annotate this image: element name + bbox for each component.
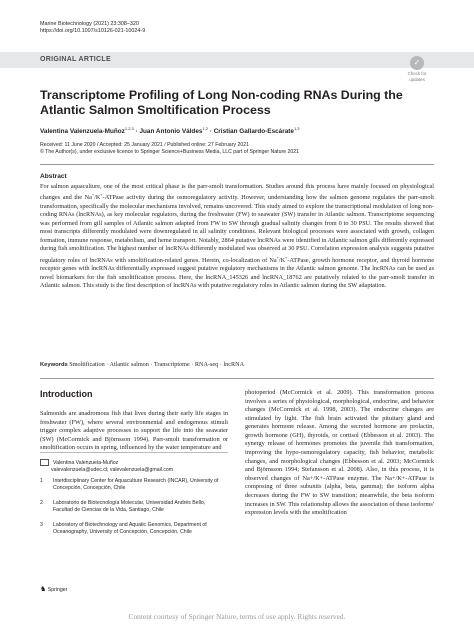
courtesy-footer: Content courtesy of Springer Nature, terms of use apply. Rights reserved. xyxy=(128,612,346,621)
article-type-label: ORIGINAL ARTICLE xyxy=(40,56,111,63)
correspondence-name: Valentina Valenzuela-Muñoz xyxy=(53,459,119,466)
check-updates-line2: updates xyxy=(409,77,425,82)
correspondence xyxy=(40,459,173,474)
author-list: Valentina Valenzuela-Muñoz$^{1,2,3}$ · Juan Antonio Váldes$^{1,2}$ · Cristian Gallardo-Escárate$^{1,3}$ xyxy=(40,126,300,136)
affiliation-item: 2 Laboratorio de Biotecnología Molecular, Universidad Andrés Bello, Facultad de Ciencias de la Vida, Santiago, Chile xyxy=(40,500,206,513)
divider xyxy=(40,164,434,165)
springer-logo-icon: ♞ xyxy=(40,586,47,593)
keywords-label: Keywords xyxy=(40,362,68,368)
abstract-heading: Abstract xyxy=(40,173,67,180)
intro-right-paragraph: photoperiod (McCormick et al. 2009). This transformation process involves a series of physiological, morphological, endocrine, and behavior changes (McCormick et al. 1998, 2003). The endocrine changes are stimulated by light. The fish brain activated the pituitary gland and generates hormone release. Among the secreted hormone are prolactin, growth hormone (GH), thyroids, or cortisol (Ebbesson et al. 2003). The synergy release of hormones promotes the juvenile fish transformation, improving the hypo-osmoregulatory capacity, fish behavior, metabolic changes, and morphological changes (Ebbesson et al. 2003; McCormick and Björnsson 1994; Stefansson et al. 2008). Also, in this process, it is observed changes of Na+/K+-ATPase enzyme. The Na+/K+-ATPase is composing of three subunits (alpha, beta, gamma); the isoform alpha decreases during the FW to SW transition; meanwhile, the beta isoform increases in SW. This relationship allows the association of these isoforms' expression levels with the smoltification xyxy=(245,389,434,517)
check-updates-icon: ✓ xyxy=(410,56,424,70)
publisher-name: Springer xyxy=(47,587,68,593)
copyright-line: © The Author(s), under exclusive licence to Springer Science+Business Media, LLC part of Springer Nature 2021 xyxy=(40,149,300,155)
author-name[interactable]: Valentina Valenzuela-Muñoz xyxy=(40,128,125,136)
author-name[interactable]: Cristian Gallardo-Escárate xyxy=(213,128,294,136)
check-updates-line1: Check for xyxy=(407,71,427,76)
doi-link[interactable]: https://doi.org/10.1007/s10126-021-10024-9 xyxy=(40,28,146,34)
keywords-text: Smoltification · Atlantic salmon · Transcriptome · RNA-seq · lncRNA xyxy=(69,361,245,368)
journal-header xyxy=(40,21,145,35)
author-name[interactable]: Juan Antonio Váldes xyxy=(139,128,203,136)
affiliation-item: 3 Laboratory of Biotechnology and Aquatic Genomics, Department of Oceanography, University of Concepción, Concepción, Chile xyxy=(40,522,207,535)
author-affiliation-marker: 1,2 xyxy=(202,126,208,131)
keywords-line xyxy=(40,361,244,368)
journal-citation: Marine Biotechnology (2021) 23:308–320 xyxy=(40,21,139,27)
abstract-body: For salmon aquaculture, one of the most critical phase is the parr-smolt transformation. Studies around this process have mainly focused on physiological changes and the Na+/K+-ATPase activity during the osmoregulatory activity. However, understanding how the salmon genome regulates the parr-smolt transformation, specifically the molecular mechanisms involved, remains uncovered. This study aimed to explore the transcriptional modulation of long non-coding RNAs (lncRNAs), as key molecular regulators, during the freshwater (FW) to seawater (SW) transfer in Atlantic salmon. Transcriptome sequencing was performed from gill samples of Atlantic salmon adapted from FW to SW through gradual salinity changes from 0 to 30 PSU. The results showed that most transcripts differently modulated were downregulated in all salinity conditions. Relevant biological processes were associated with growth, collagen formation, immune response, metabolism, and heme transport. Notably, 2864 putative lncRNAs were identified in Atlantic salmon gills differently expressed during fish smoltification. The highest number of lncRNAs differently modulated was observed at 30 PSU. Correlation expression analysis suggests putative regulatory roles of lncRNAs with smoltification-related genes. Herein, co-localization of Na+/K+-ATPase, growth hormone receptor, and thyroid hormone receptor genes with lncRNAs differentially expressed suggest putative regulatory mechanisms in the Atlantic salmon genome. The lncRNAs can be used as novel biomarkers for the fish smoltification process. Here, the lncRNA_145326 and lncRNA_18762 are putatively related to the parr-smolt transfer in Atlantic salmon. This study is the first description of lncRNAs with putative regulatory roles in Atlantic salmon during the SW adaptation. xyxy=(40,183,434,290)
author-affiliation-marker: 1,2,3 xyxy=(124,126,134,131)
publication-history: Received: 11 June 2020 / Accepted: 25 January 2021 / Published online: 27 February 2021 xyxy=(40,142,249,148)
check-updates-badge[interactable] xyxy=(400,56,434,80)
correspondence-email[interactable]: valevalenzuela@udec.cl; valevalenzuela@gmail.com xyxy=(51,466,174,473)
author-affiliation-marker: 1,3 xyxy=(293,126,300,131)
article-dates xyxy=(40,142,299,156)
divider xyxy=(40,378,434,379)
envelope-icon xyxy=(40,459,49,466)
publisher-logo xyxy=(40,585,67,593)
affiliation-item: 1 Interdisciplinary Center for Aquaculture Research (INCAR), University of Concepción, Concepción, Chile xyxy=(40,478,219,491)
intro-left-paragraph: Salmonids are anadromous fish that lives during their early life stages in freshwater (FW), where several environmental and endogenous stimuli trigger complex adaptive processes to support the life into the seawater (SW) (McCormick and Björnsson 1994). Parr-smolt transformation or smoltification occurs in spring, influenced by the water temperature and xyxy=(40,410,228,452)
section-heading-introduction: Introduction xyxy=(40,389,93,399)
article-title: Transcriptome Profiling of Long Non-coding RNAs During the Atlantic Salmon Smoltification Process xyxy=(40,88,403,117)
footnote-divider xyxy=(40,452,228,453)
